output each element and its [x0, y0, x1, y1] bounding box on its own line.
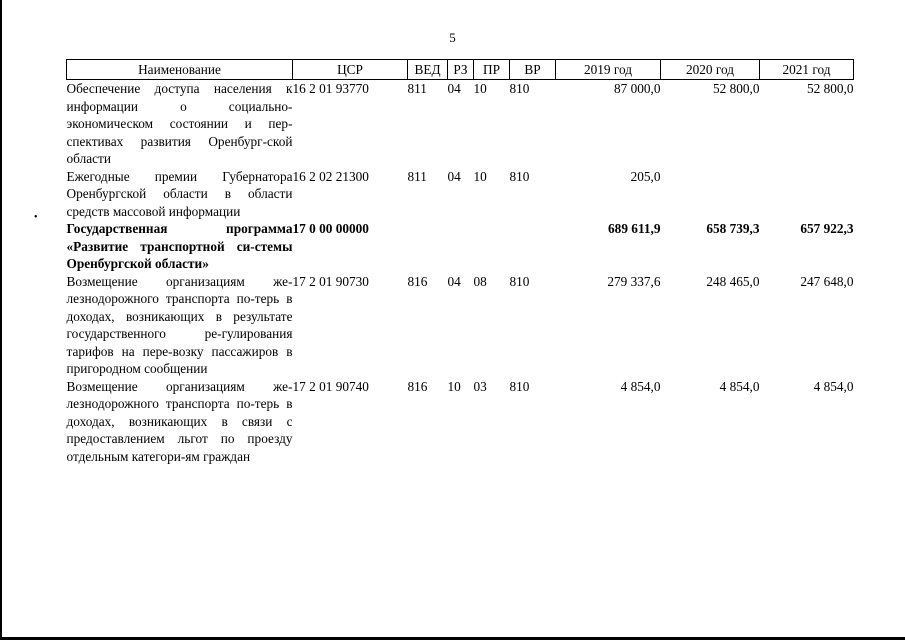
budget-table — [66, 59, 854, 465]
cell-pr: 08 — [473, 273, 487, 289]
cell-y2019: 87 000,0 — [613, 81, 661, 96]
cell-csr: 17 2 01 90740 — [292, 378, 369, 394]
table-header-row — [67, 60, 854, 80]
page-number: 5 — [449, 30, 456, 45]
cell-y2020: 248 465,0 — [706, 273, 760, 289]
cell-vr: 810 — [509, 378, 530, 394]
cell-csr: 16 2 01 93770 — [292, 81, 369, 96]
table-row — [67, 168, 854, 221]
cell-name: Государственная программа «Развитие транспортной си-стемы Оренбургской области» — [66, 221, 293, 271]
cell-y2020: 658 739,3 — [706, 221, 760, 236]
cell-vr: 810 — [509, 81, 530, 96]
cell-rz — [448, 220, 474, 273]
header-rz: РЗ — [448, 60, 474, 80]
header-2021: 2021 год — [760, 60, 854, 80]
header-2019: 2019 год — [556, 60, 661, 80]
cell-y2020 — [661, 168, 760, 221]
side-mark: • — [34, 212, 38, 223]
cell-rz: 04 — [447, 273, 461, 289]
cell-y2021: 52 800,0 — [806, 81, 854, 96]
cell-csr: 16 2 02 21300 — [292, 168, 369, 184]
cell-pr: 03 — [473, 378, 487, 394]
cell-ved: 816 — [407, 273, 428, 289]
cell-y2021: 657 922,3 — [800, 221, 854, 236]
table-row — [67, 220, 854, 273]
cell-ved: 811 — [407, 81, 427, 96]
cell-y2019: 205,0 — [630, 168, 661, 184]
cell-y2019: 4 854,0 — [620, 378, 661, 394]
cell-name: Возмещение организациям же-лезнодорожного транспорта по-терь в доходах, возникающих в результате государственного ре-гулирования тарифов на пере-возку пассажиров в пригородном сообщении — [66, 273, 293, 376]
cell-y2021: 4 854,0 — [813, 378, 854, 394]
cell-pr: 10 — [473, 81, 487, 96]
header-pr: ПР — [474, 60, 510, 80]
cell-csr: 17 2 01 90730 — [292, 273, 369, 289]
page-left-edge — [0, 0, 2, 640]
cell-vr: 810 — [509, 273, 530, 289]
cell-y2021: 247 648,0 — [800, 273, 854, 289]
cell-pr — [474, 220, 510, 273]
header-2020: 2020 год — [661, 60, 760, 80]
cell-y2021 — [760, 168, 854, 221]
cell-y2020: 4 854,0 — [719, 378, 760, 394]
cell-name: Обеспечение доступа населения к информации о социально-экономическом состоянии и пер-спективах развития Оренбург-ской области — [66, 81, 293, 166]
cell-ved: 811 — [407, 168, 427, 184]
table-row — [67, 80, 854, 168]
cell-pr: 10 — [473, 168, 487, 184]
cell-vr — [510, 220, 556, 273]
cell-y2019: 279 337,6 — [607, 273, 661, 289]
cell-y2019: 689 611,9 — [608, 221, 661, 236]
cell-ved: 816 — [407, 378, 428, 394]
header-ved: ВЕД — [408, 60, 448, 80]
cell-ved — [408, 220, 448, 273]
cell-vr: 810 — [509, 168, 530, 184]
table-body — [67, 80, 854, 466]
cell-y2020: 52 800,0 — [712, 81, 760, 96]
cell-rz: 04 — [447, 168, 461, 184]
table-row — [67, 378, 854, 466]
header-vr: ВР — [510, 60, 556, 80]
cell-rz: 10 — [447, 378, 461, 394]
cell-csr: 17 0 00 00000 — [292, 221, 369, 236]
cell-name: Возмещение организациям же-лезнодорожного транспорта по-терь в доходах, возникающих в связи с предоставлением льгот по проезду отдельным категори-ям граждан — [66, 378, 293, 464]
header-csr: ЦСР — [293, 60, 408, 80]
table-row — [67, 273, 854, 378]
header-name: Наименование — [67, 60, 293, 80]
cell-rz: 04 — [447, 81, 461, 96]
cell-name: Ежегодные премии Губернатора Оренбургской области в области средств массовой информации — [66, 168, 293, 219]
